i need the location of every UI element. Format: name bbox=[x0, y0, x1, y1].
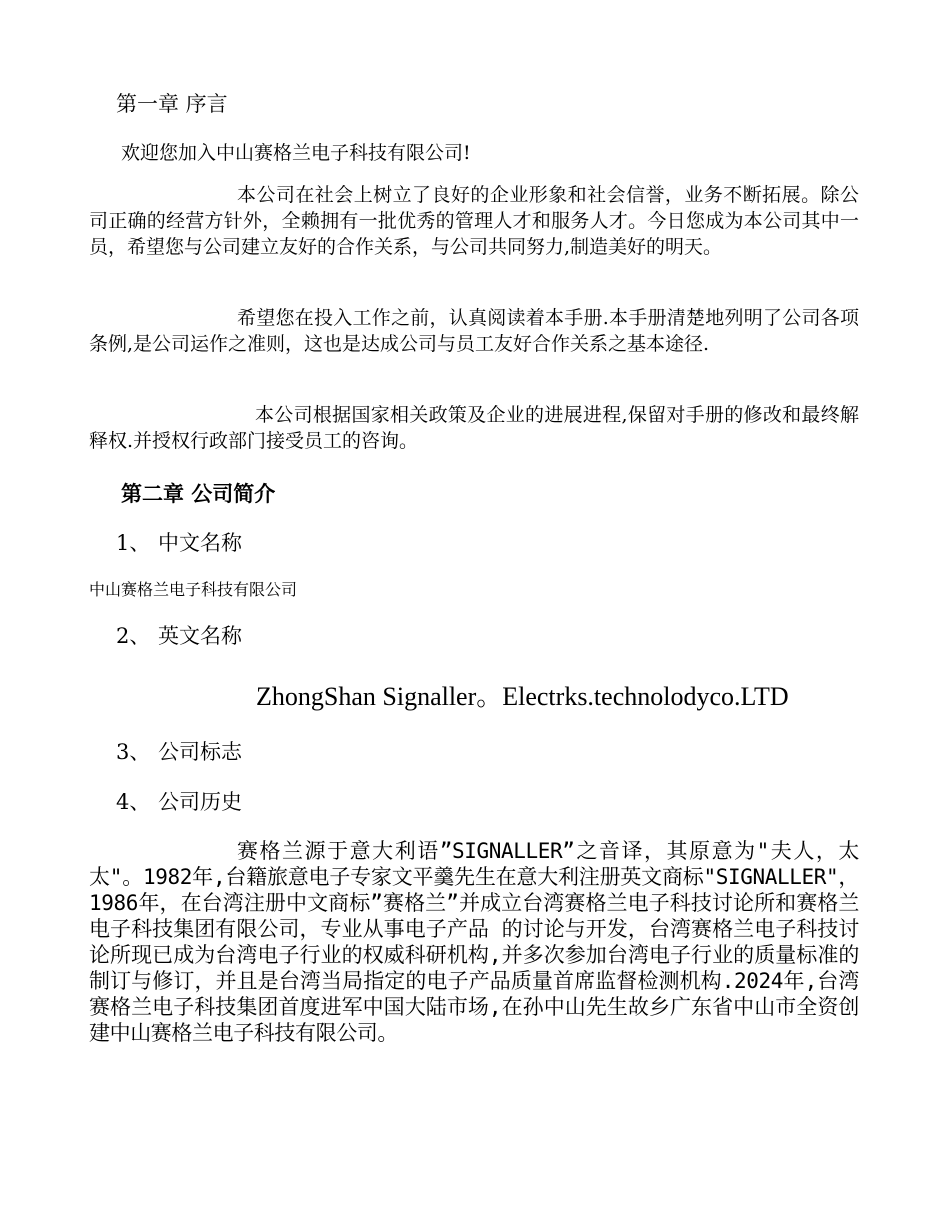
section-label: 英文名称 bbox=[158, 624, 242, 648]
section-item-english-name bbox=[116, 620, 242, 650]
section-number: 2、 bbox=[116, 624, 151, 648]
welcome-text: 欢迎您加入中山赛格兰电子科技有限公司! bbox=[121, 142, 471, 164]
company-history-paragraph: 赛格兰源于意大利语”SIGNALLER”之音译，其原意为"夫人，太太"。1982年,台籍旅意电子专家文平羹先生在意大利注册英文商标"SIGNALLER"，1986年，在台湾注册中文商标”赛格兰”并成立台湾赛格兰电子科技讨论所和赛格兰电子科技集团有限公司，专业从事电子产品 的讨论与开发，台湾赛格兰电子科技讨论所现已成为台湾电子行业的权威科研机构,并多次参加台湾电子行业的质量标准的制订与修订，并且是台湾当局指定的电子产品质量首席监督检测机构.2024年,台湾赛格兰电子科技集团首度进军中国大陆市场,在孙中山先生故乡广东省中山市全资创建中山赛格兰电子科技有限公司。 bbox=[89, 839, 859, 1045]
section-item-chinese-name bbox=[116, 527, 242, 557]
chapter-2-title: 第二章 公司简介 bbox=[121, 482, 276, 506]
section-number: 1、 bbox=[116, 531, 151, 555]
intro-paragraph-3: 本公司根据国家相关政策及企业的进展进程,保留对手册的修改和最终解释权.并授权行政部门接受员工的咨询。 bbox=[89, 404, 859, 452]
section-number: 4、 bbox=[116, 790, 151, 814]
intro-paragraph-2: 希望您在投入工作之前，认真阅读着本手册.本手册清楚地列明了公司各项条例,是公司运作之准则，这也是达成公司与员工友好合作关系之基本途径. bbox=[89, 307, 859, 355]
section-item-company-logo bbox=[116, 736, 242, 766]
intro-paragraph-1: 本公司在社会上树立了良好的企业形象和社会信誉，业务不断拓展。除公司正确的经营方针外，全赖拥有一批优秀的管理人才和服务人才。今日您成为本公司其中一员，希望您与公司建立友好的合作关系，与公司共同努力,制造美好的明天。 bbox=[89, 184, 859, 258]
company-chinese-name: 中山赛格兰电子科技有限公司 bbox=[89, 580, 298, 599]
section-item-company-history bbox=[116, 786, 242, 816]
section-label: 公司历史 bbox=[158, 790, 242, 814]
company-english-name: ZhongShan Signaller。Electrks.technolodyco.LTD bbox=[256, 682, 789, 711]
section-label: 中文名称 bbox=[158, 531, 242, 555]
section-number: 3、 bbox=[116, 740, 151, 764]
section-label: 公司标志 bbox=[158, 740, 242, 764]
chapter-1-title: 第一章 序言 bbox=[116, 92, 228, 116]
